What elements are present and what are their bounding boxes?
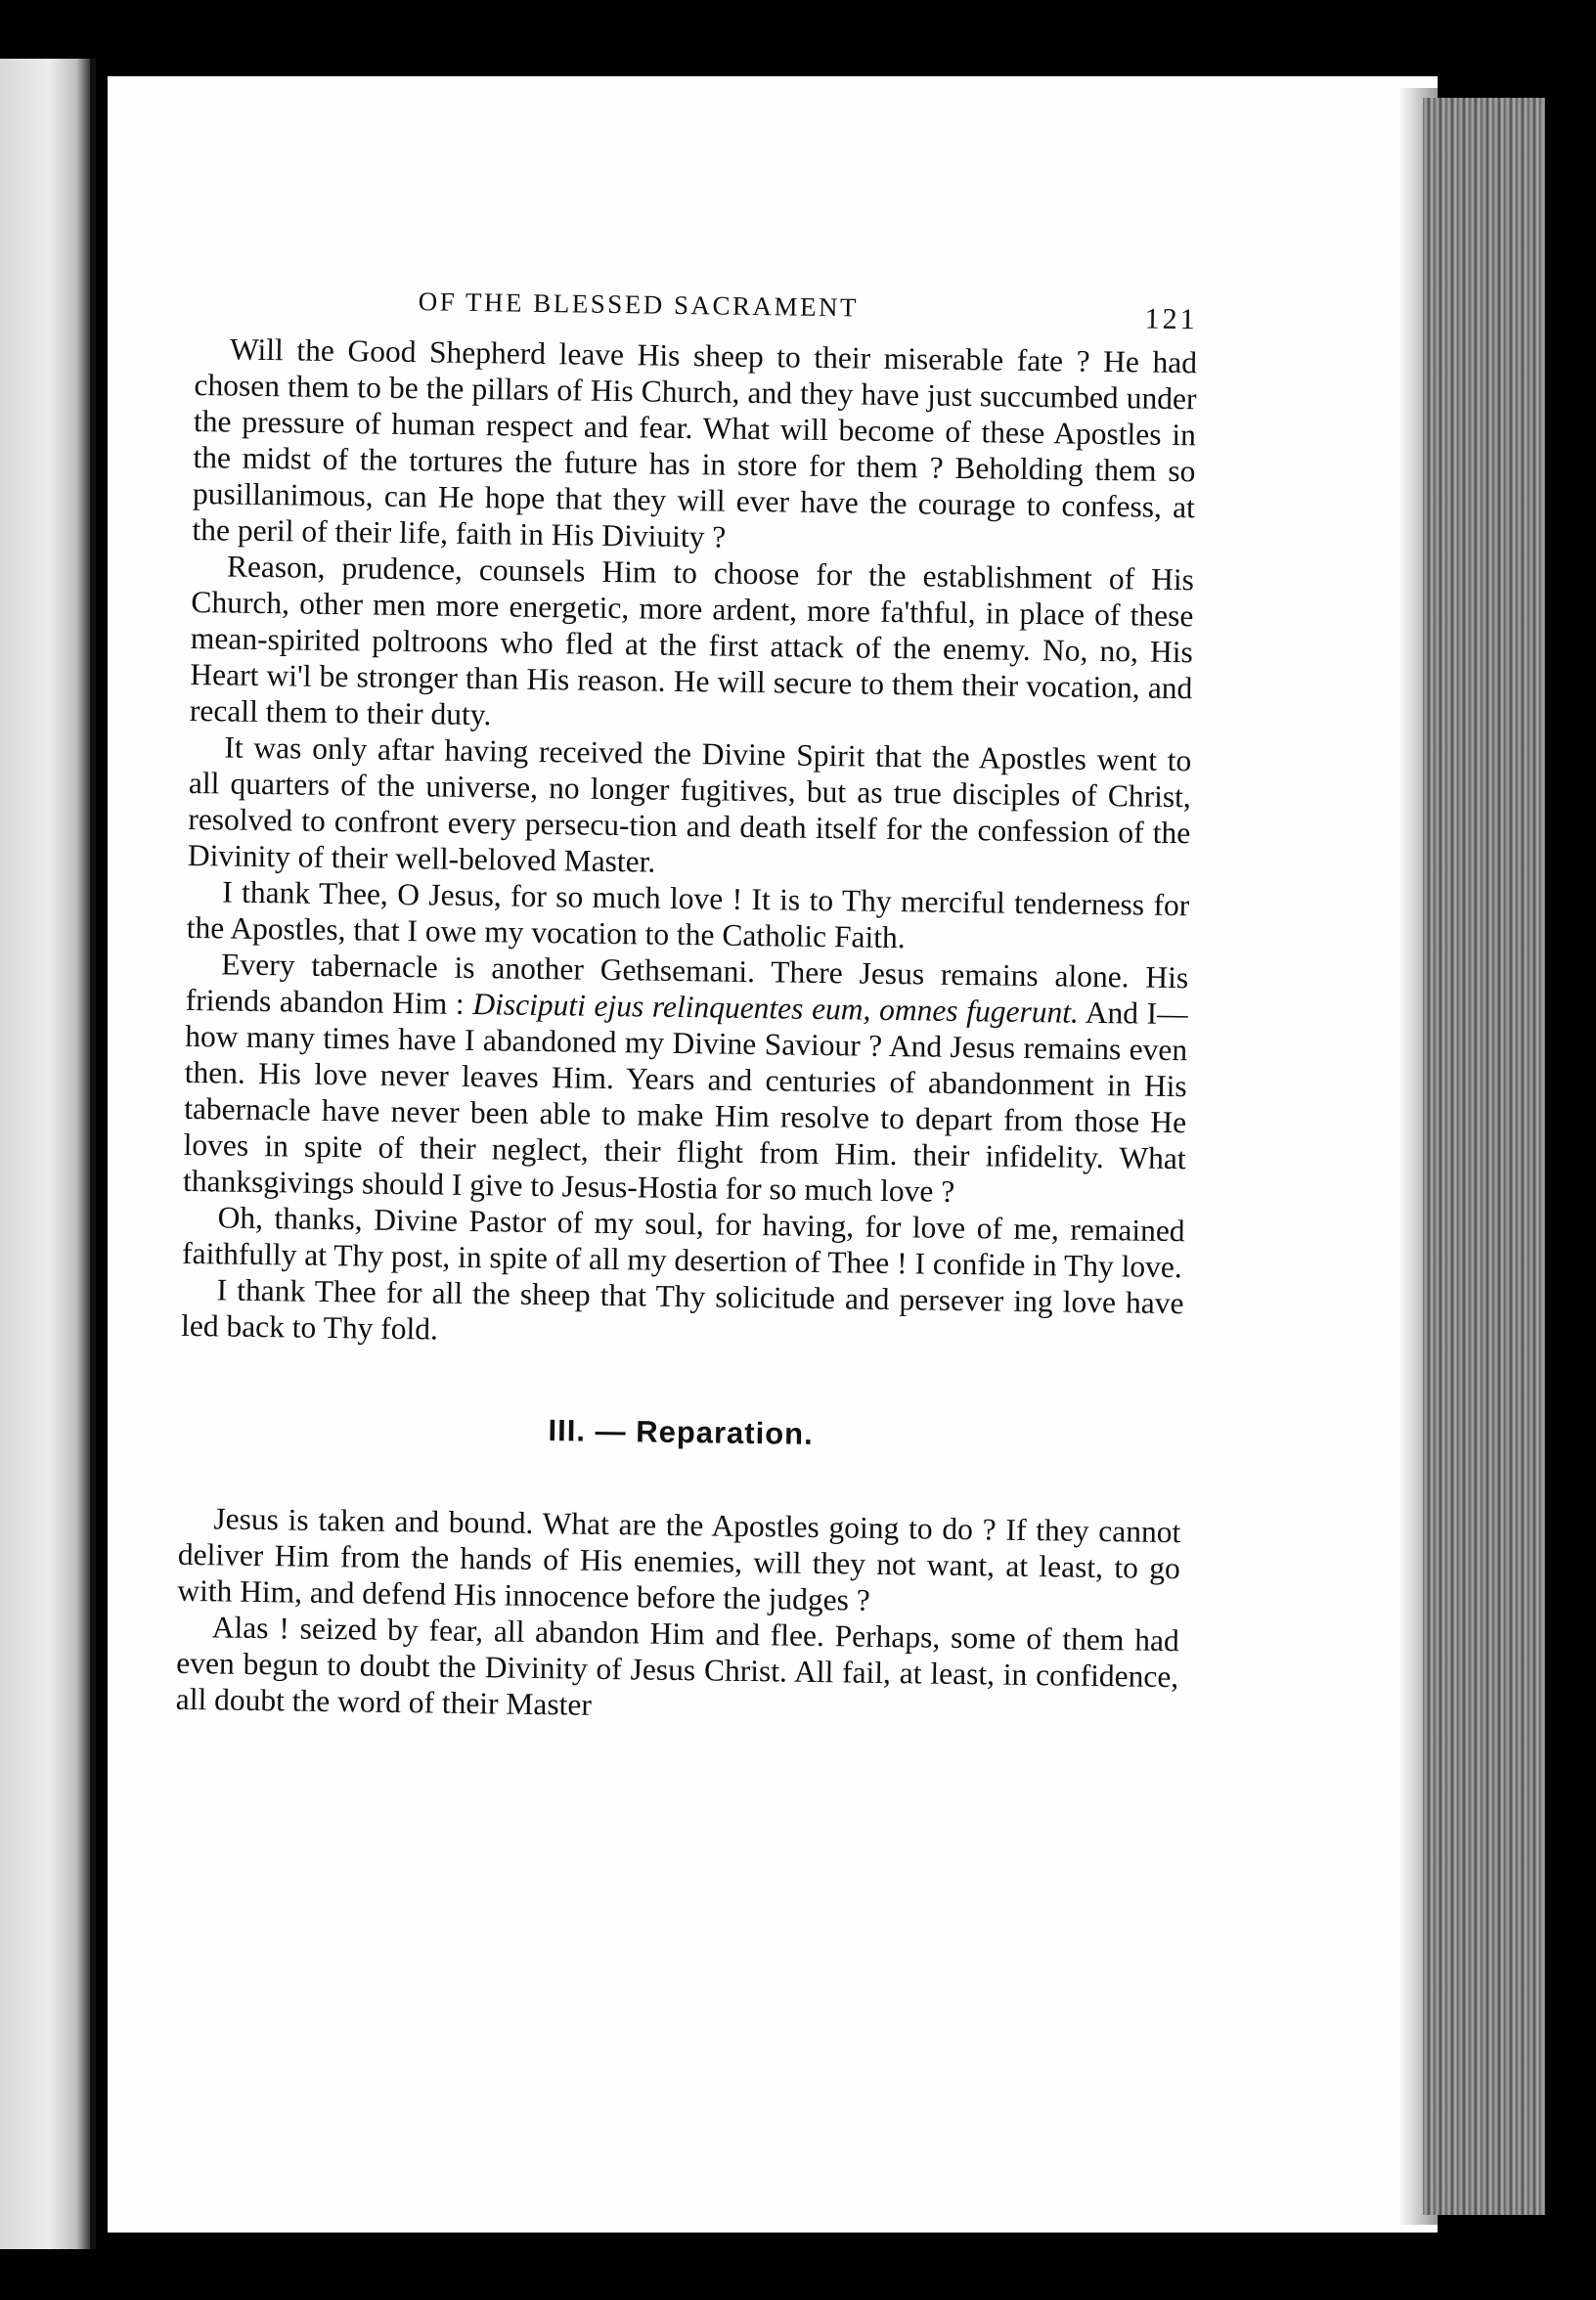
page-number: 121 xyxy=(1144,302,1198,336)
paragraph-text: And I—how many times have I abandoned my Divine Saviour ? And Jesus remains even then. His love never leaves Him. Years and centuries of abandonment in His tabernacle have never been able to make Him resolve to depart from those He loves in spite of their neglect, their flight from Him. their infidelity. What thanksgivings should I give to Jesus-Hostia for so much love ? xyxy=(182,995,1188,1209)
running-title: OF THE BLESSED SACRAMENT xyxy=(418,287,860,323)
section-heading: III. — Reparation. xyxy=(548,1413,814,1451)
paragraph: It was only aftar having received the Divine Spirit that the Apostles went to all quarters of the universe, no longer fugitives, but as true disciples of Christ, resolved to confront every persecu-tion and death itself for the confession of the Divinity of their well-beloved Master. xyxy=(187,730,1192,879)
paragraph-text: Every tabernacle is another Gethsemani. There Jesus remains alone. His friends abandon Him : xyxy=(185,947,1189,1022)
paragraph: I thank Thee for all the sheep that Thy solicitude and persever ing love have led back to Thy fold. xyxy=(180,1272,1184,1347)
paragraph: Jesus is taken and bound. What are the Apostles going to do ? If they cannot deliver Him from the hands of His enemies, will they not want, at least, to go with Him, and defend His innocence before the judges ? xyxy=(177,1501,1181,1617)
page-text xyxy=(176,284,1198,1731)
paragraph: Reason, prudence, counsels Him to choose for the establishment of His Church, other men more energetic, more ardent, more fa'thful, in place of these mean-spirited poltroons who fled at the first attack of the enemy. No, no, His Heart wi'l be stronger than His reason. He will secure to them their vocation, and recall them to their duty. xyxy=(189,549,1195,732)
paragraph: Will the Good Shepherd leave His sheep to their miserable fate ? He had chosen them to be the pillars of His Church, and they have just succumbed under the pressure of human respect and fear. What will become of these Apostles in the midst of the tortures the future has in store for them ? Beholding them so pusillanimous, can He hope that they will ever have the courage to confess, at the peril of their life, faith in His Diviuity ? xyxy=(192,332,1198,554)
paragraph: Alas ! seized by fear, all abandon Him and flee. Perhaps, some of them had even begun to doubt the Divinity of Jesus Christ. All fail, at least, in confidence, all doubt the word of their Master xyxy=(175,1610,1179,1722)
paragraph: Oh, thanks, Divine Pastor of my soul, for having, for love of me, remained faithfully at Thy post, in spite of all my desertion of Thee ! I confide in Thy love. xyxy=(181,1200,1185,1285)
previous-page-edge xyxy=(0,59,96,2249)
tabernacle-paragraph xyxy=(183,946,1189,1213)
paragraph: I thank Thee, O Jesus, for so much love ! It is to Thy merciful tenderness for the Apostles, that I owe my vocation to the Catholic Faith. xyxy=(186,874,1190,955)
latin-quotation: Disciputi ejus relinquentes eum, omnes fugerunt. xyxy=(472,987,1080,1030)
page-block-edges xyxy=(1423,98,1545,2215)
